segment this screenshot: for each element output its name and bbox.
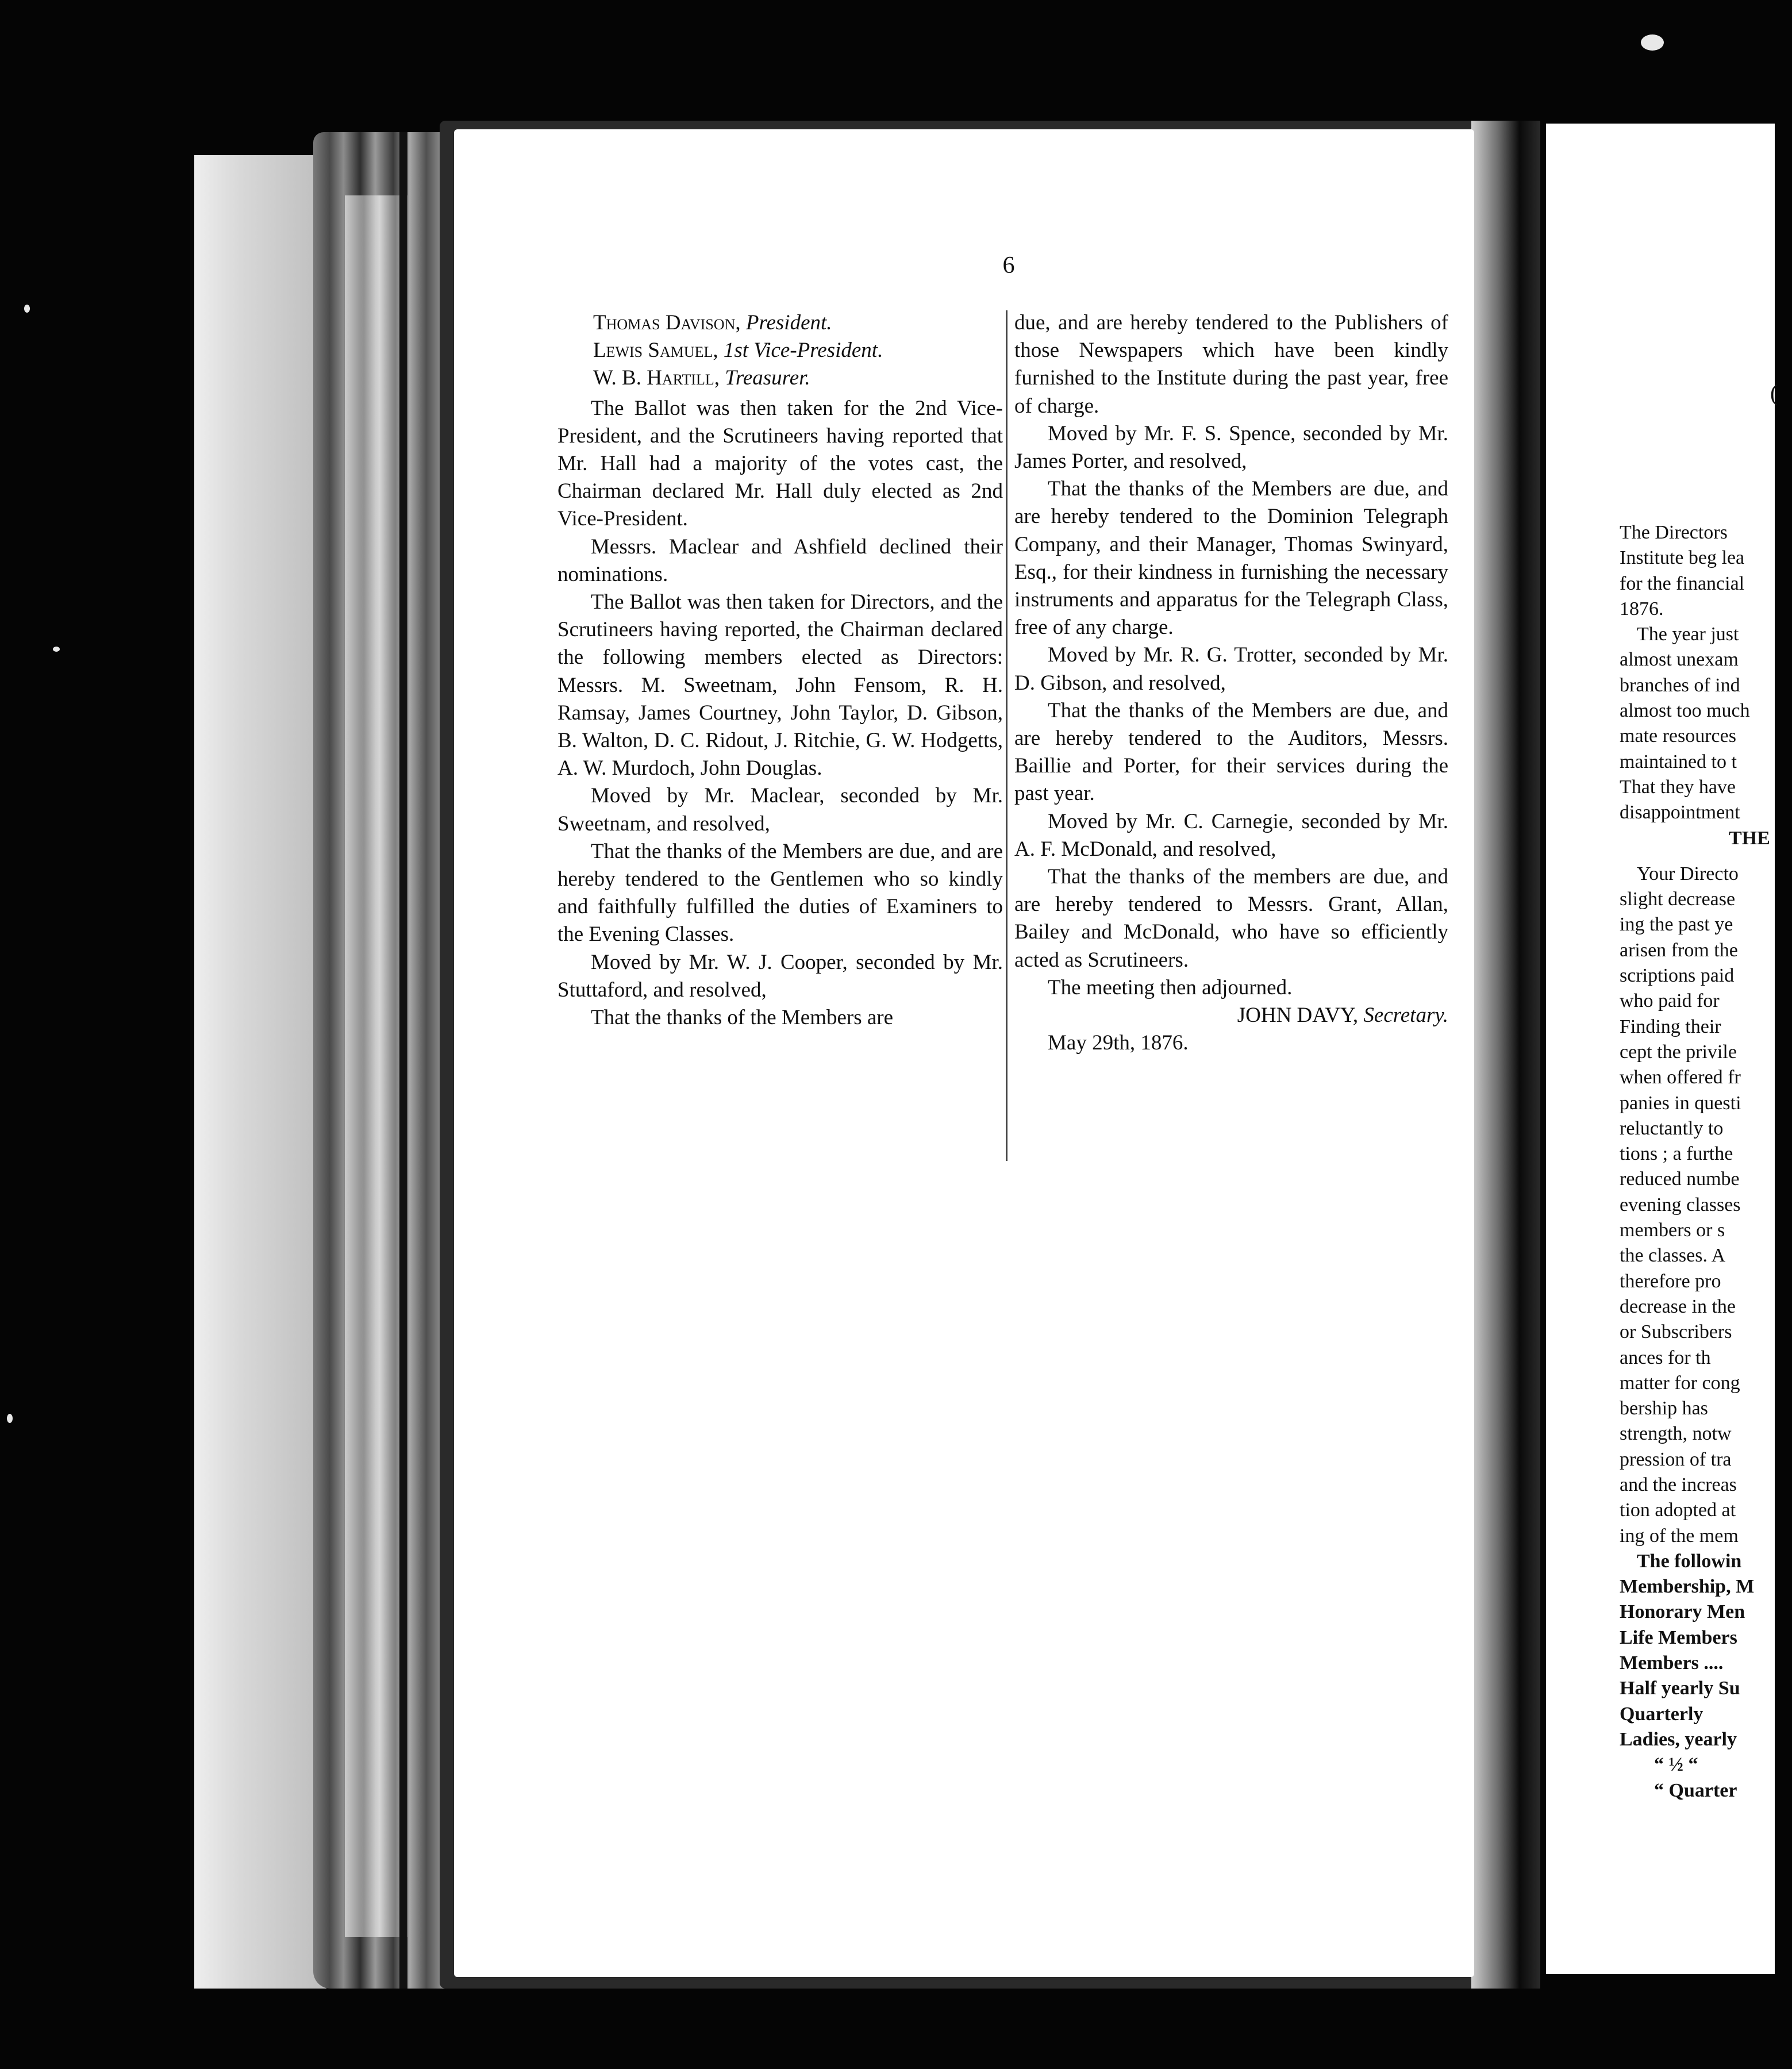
paragraph: That the thanks of the Members are due, and are hereby tendered to the Auditors, Messrs. Baillie and Porter, for their services during the past year. — [1014, 698, 1448, 806]
dust-speck — [53, 647, 60, 652]
book-page-edges — [313, 132, 451, 1989]
facing-page-line: who paid for — [1620, 990, 1720, 1012]
facing-page-line: ances for th — [1620, 1347, 1711, 1368]
facing-page-line: The Directors — [1620, 522, 1728, 543]
officer-line — [557, 337, 1003, 364]
facing-page-line: THE — [1729, 827, 1770, 849]
paragraph: due, and are hereby tendered to the Publishers of those Newspapers which have been kindly furnished to the Institute during the past year, free of charge. — [1014, 311, 1448, 418]
paragraph: The Ballot was then taken for the 2nd Vice-President, and the Scrutineers having reported that Mr. Hall had a majority of the votes cast, the Chairman declared Mr. Hall duly elected as 2nd Vice-President. — [557, 396, 1003, 531]
facing-page-line: maintained to t — [1620, 751, 1737, 772]
paragraph: Moved by Mr. W. J. Cooper, seconded by Mr. Stuttaford, and resolved, — [557, 950, 1003, 1002]
facing-page-line: “ Quarter — [1654, 1779, 1737, 1801]
facing-page-line: therefore pro — [1620, 1270, 1721, 1292]
facing-page-line: reduced numbe — [1620, 1168, 1740, 1190]
page-number: 6 — [1002, 252, 1015, 279]
officer-title: Treasurer. — [725, 366, 810, 390]
paragraph: Moved by Mr. F. S. Spence, seconded by Mr. James Porter, and resolved, — [1014, 421, 1448, 474]
paragraph: Moved by Mr. R. G. Trotter, seconded by Mr. D. Gibson, and resolved, — [1014, 643, 1448, 695]
facing-page-line: panies in questi — [1620, 1092, 1741, 1114]
facing-page-line: and the increas — [1620, 1474, 1737, 1495]
facing-page-line: ing the past ye — [1620, 914, 1733, 936]
facing-page-line: tion adopted at — [1620, 1499, 1736, 1521]
facing-page-text — [1620, 520, 1792, 1803]
facing-page-line: when offered fr — [1620, 1067, 1741, 1089]
facing-page-line: 1876. — [1620, 598, 1664, 620]
column-divider — [1006, 310, 1007, 1161]
officer-title: 1st Vice-President. — [723, 339, 883, 363]
signature-title: Secretary. — [1363, 1003, 1448, 1028]
right-text-column — [1014, 309, 1448, 1057]
facing-page-line: “ ½ “ — [1654, 1754, 1698, 1776]
facing-page-line: Honorary Men — [1620, 1601, 1745, 1623]
facing-page-mark: ( — [1770, 380, 1778, 406]
facing-page-line: Your Directo — [1637, 863, 1739, 884]
facing-page-line: That they have — [1620, 776, 1736, 798]
facing-page-line: Membership, M — [1620, 1576, 1755, 1598]
facing-page-line: The year just — [1637, 624, 1739, 645]
facing-page-line: reluctantly to — [1620, 1117, 1724, 1139]
facing-page-line: for the financial — [1620, 572, 1745, 594]
paragraph: That the thanks of the Members are — [591, 1006, 894, 1030]
paragraph: The Ballot was then taken for Directors, and the Scrutineers having reported, the Chairman declared the following members elected as Directors: Messrs. M. Sweetnam, John Fensom, R. H. Ramsay, James Courtney, John Taylor, D. Gibson, B. Walton, D. C. Ridout, J. Ritchie, G. W. Hodgetts, A. W. Murdoch, John Douglas. — [557, 590, 1003, 780]
left-text-column — [557, 309, 1003, 1032]
paragraph: That the thanks of the Members are due, and are hereby tendered to the Dominion Telegraph Company, and their Manager, Thomas Swinyard, Esq., for their kindness in furnishing the necessary instruments and apparatus for the Telegraph Class, free of any charge. — [1014, 477, 1448, 640]
facing-page-line: or Subscribers — [1620, 1321, 1732, 1343]
facing-page-line: disappointment — [1620, 802, 1740, 824]
facing-page-line: members or s — [1620, 1220, 1725, 1241]
facing-page-line: decrease in the — [1620, 1295, 1736, 1317]
officer-line — [557, 364, 1003, 392]
paragraph: Moved by Mr. Maclear, seconded by Mr. Sweetnam, and resolved, — [557, 784, 1003, 836]
facing-page-line: Life Members — [1620, 1626, 1737, 1648]
paragraph: That the thanks of the Members are due, and are hereby tendered to the Gentlemen who so kindly and faithfully fulfilled the duties of Examiners to the Evening Classes. — [557, 839, 1003, 947]
paragraph: The meeting then adjourned. — [1048, 975, 1293, 999]
facing-page-line: Ladies, yearly — [1620, 1728, 1737, 1750]
officer-line — [557, 309, 1003, 337]
paragraph: That the thanks of the members are due, and are hereby tendered to Messrs. Grant, Allan, Bailey and McDonald, who have so efficiently acted as Scrutineers. — [1014, 865, 1448, 972]
paragraph: Messrs. Maclear and Ashfield declined their nominations. — [557, 534, 1003, 586]
facing-page-line: slight decrease — [1620, 889, 1736, 910]
facing-page-line: Institute beg lea — [1620, 547, 1745, 569]
facing-page-line: Half yearly Su — [1620, 1678, 1740, 1699]
date-line: May 29th, 1876. — [1048, 1031, 1189, 1055]
facing-page-line: Finding their — [1620, 1016, 1721, 1037]
paragraph: Moved by Mr. C. Carnegie, seconded by Mr. A. F. McDonald, and resolved, — [1014, 809, 1448, 861]
facing-page-line: tions ; a furthe — [1620, 1143, 1733, 1165]
officer-name: Lewis Samuel, — [593, 339, 718, 363]
dust-speck — [7, 1414, 13, 1423]
facing-page-line: almost unexam — [1620, 649, 1739, 671]
facing-page-line: almost too much — [1620, 700, 1750, 722]
backing-board — [194, 155, 326, 1989]
facing-page-line: arisen from the — [1620, 939, 1738, 961]
facing-page-line: evening classes — [1620, 1194, 1741, 1216]
facing-page-line: pression of tra — [1620, 1448, 1732, 1470]
facing-page-line: the classes. A — [1620, 1245, 1726, 1267]
facing-page-line: The followin — [1637, 1550, 1742, 1572]
officer-title: President. — [745, 311, 832, 334]
dust-speck — [1641, 34, 1664, 51]
facing-page-line: strength, notw — [1620, 1423, 1732, 1445]
officer-name: Thomas Davison, — [593, 311, 741, 334]
facing-page-line: bership has — [1620, 1398, 1708, 1420]
facing-page-line: mate resources — [1620, 725, 1736, 747]
facing-page-line: cept the privile — [1620, 1041, 1737, 1063]
signature-name: JOHN DAVY, — [1237, 1003, 1359, 1028]
facing-page-line: Members .... — [1620, 1652, 1724, 1674]
facing-page-line: ing of the mem — [1620, 1525, 1739, 1547]
facing-page-line: Quarterly — [1620, 1703, 1703, 1725]
book-gutter — [1471, 121, 1540, 1989]
facing-page-line: scriptions paid — [1620, 965, 1735, 987]
facing-page-line: matter for cong — [1620, 1372, 1740, 1394]
facing-page-line: branches of ind — [1620, 674, 1740, 696]
signature-line — [1014, 1002, 1448, 1029]
officer-name: W. B. Hartill, — [593, 366, 720, 390]
dust-speck — [24, 305, 30, 313]
